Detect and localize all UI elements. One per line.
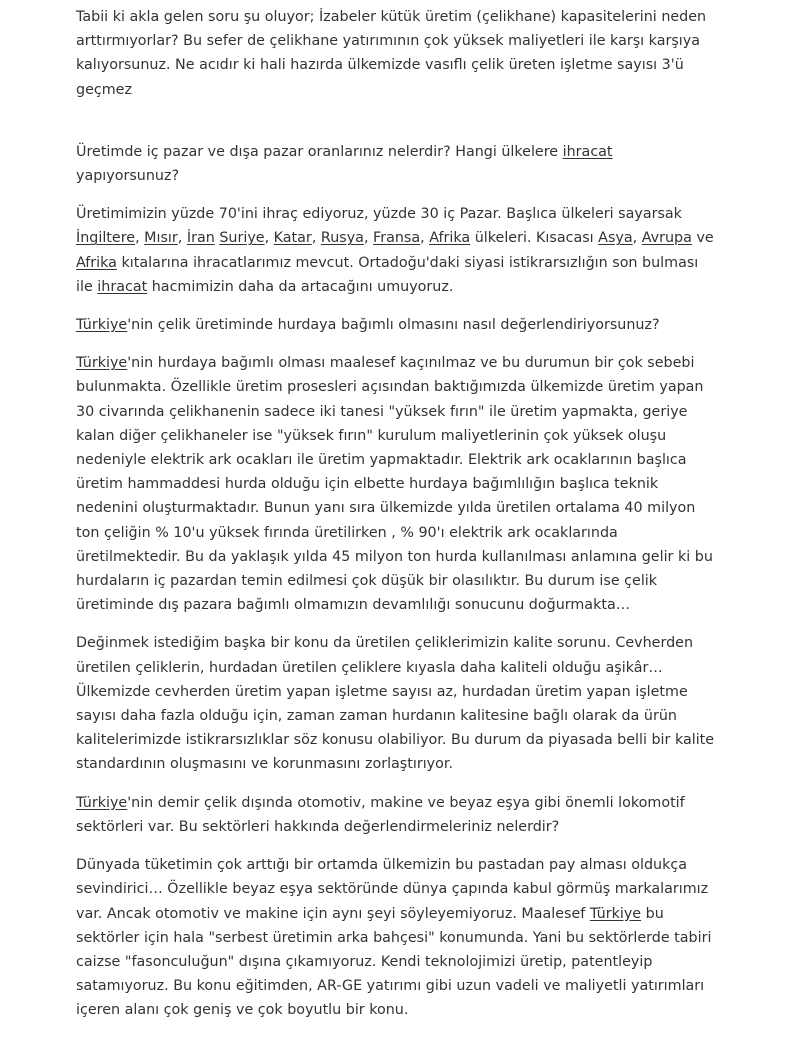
inline-link[interactable]: ihracat: [562, 143, 613, 160]
question-paragraph: [76, 140, 716, 188]
text-run: Değinmek istediğim başka bir konu da üretilen çeliklerimizin kalite sorunu. Cevherden üretilen çeliklerin, hurdadan üretilen çeliklere kıyasla daha kaliteli olduğu aşikâr… Ülkemizde cevherden üretim yapan işletme sayısı az, hurdadan üretim yapan işletme sayısı daha fazla olduğu için, zaman zaman hurdanın kalitesine bağlı olarak da ürün kalitelerimizde istikrarsızlıklar söz konusu olabiliyor. Bu durum da piyasada belli bir kalite standardının oluşmasını ve korunmasını zorlaştırıyor.: [76, 635, 715, 773]
text-run: ülkeleri. Kısacası: [470, 230, 599, 247]
inline-link[interactable]: Rusya: [320, 230, 364, 247]
text-run: 'nin demir çelik dışında otomotiv, makine ve beyaz eşya gibi önemli lokomotif sektörleri var. Bu sektörleri hakkında değerlendirmeleriniz nelerdir?: [76, 794, 685, 835]
inline-link[interactable]: İngiltere: [76, 230, 136, 247]
question-paragraph: [76, 791, 716, 839]
inline-link[interactable]: Suriye: [219, 230, 265, 247]
text-run: ,: [420, 230, 430, 247]
inline-link[interactable]: Türkiye: [589, 905, 642, 922]
inline-link[interactable]: Afrika: [76, 254, 117, 271]
text-run: ,: [632, 230, 642, 247]
inline-link[interactable]: Asya: [598, 230, 633, 247]
text-run: Üretimde iç pazar ve dışa pazar oranlarınız nelerdir? Hangi ülkelere: [76, 143, 563, 160]
inline-link[interactable]: Avrupa: [641, 230, 692, 247]
text-run: ,: [177, 230, 187, 247]
text-run: Tabii ki akla gelen soru şu oluyor; İzabeler kütük üretim (çelikhane) kapasitelerini neden arttırmıyorlar? Bu sefer de çelikhane yatırımının çok yüksek maliyetleri ile karşı karşıya kalıyorsunuz. Ne acıdır ki hali hazırda ülkemizde vasıflı çelik üreten işletme sayısı 3'ü geçmez: [76, 9, 707, 98]
text-run: Üretimimizin yüzde 70'ini ihraç ediyoruz, yüzde 30 iç Pazar. Başlıca ülkeleri sayarsak: [76, 206, 682, 223]
answer-paragraph: [76, 351, 716, 617]
inline-link[interactable]: Afrika: [429, 230, 471, 247]
text-run: 'nin çelik üretiminde hurdaya bağımlı olmasını nasıl değerlendiriyorsunuz?: [127, 317, 660, 334]
inline-link[interactable]: İran: [186, 230, 215, 247]
answer-paragraph: [76, 5, 716, 102]
text-run: ,: [264, 230, 274, 247]
text-run: ve: [691, 230, 714, 247]
inline-link[interactable]: Türkiye: [76, 794, 128, 811]
text-run: bu sektörler için hala "serbest üretimin arka bahçesi" konumunda. Yani bu sektörlerde tabiri caizse "fasonculuğun" dışına çıkamıyoruz. Kendi teknolojimizi üretip, patentleyip satamıyoruz. Bu konu eğitimden, AR-GE yatırımı gibi uzun vadeli ve maliyetli yatırımları içeren alanı çok geniş ve çok boyutlu bir konu.: [76, 905, 712, 1019]
text-run: 'nin hurdaya bağımlı olması maalesef kaçınılmaz ve bu durumun bir çok sebebi bulunmakta. Özellikle üretim prosesleri açısından baktığımızda ülkemizde üretim yapan 30 civarında çelikhanenin sadece iki tanesi "yüksek fırın" ile üretim yapmakta, geriye kalan diğer çelikhaneler ise "yüksek fırın" kurulum maliyetlerinin çok yüksek oluşu nedeniyle elektrik ark ocakları ile üretim yapmaktadır. Elektrik ark ocaklarının başlıca üretim hammaddesi hurda olduğu için elbette hurdaya bağımlılığın başlıca teknik nedenini oluşturmaktadır. Bunun yanı sıra ülkemizde yılda üretilen ortalama 40 milyon ton çeliğin % 10'u yüksek fırında üretilirken , % 90'ı elektrik ark ocaklarında üretilmektedir. Bu da yaklaşık yılda 45 milyon ton hurda kullanılması anlamına gelir ki bu hurdaların iç pazardan temin edilmesi çok düşük bir olasılıktır. Bu durum ise çelik üretiminde dış pazara bağımlı olmamızın devamlılığı sonucunu doğurmakta…: [76, 355, 713, 614]
inline-link[interactable]: Türkiye: [76, 355, 128, 372]
answer-paragraph: [76, 202, 716, 299]
text-run: yapıyorsunuz?: [76, 168, 180, 185]
inline-link[interactable]: Katar: [273, 230, 312, 247]
answer-paragraph: [76, 853, 716, 1022]
text-run: ,: [363, 230, 374, 247]
text-run: Dünyada tüketimin çok arttığı bir ortamda ülkemizin bu pastadan pay alması oldukça sevindirici… Özellikle beyaz eşya sektöründe dünya çapında kabul görmüş markalarımız var. Ancak otomotiv ve makine için aynı şeyi söyleyemiyoruz. Maalesef: [76, 857, 709, 922]
text-run: ,: [311, 230, 321, 247]
inline-link[interactable]: Türkiye: [76, 317, 128, 334]
text-run: hacmimizin daha da artacağını umuyoruz.: [147, 278, 454, 295]
answer-paragraph: [76, 631, 716, 776]
text-run: kıtalarına ihracatlarımız mevcut. Ortadoğu'daki siyasi istikrarsızlığın son bulması ile: [76, 254, 699, 295]
inline-link[interactable]: Fransa: [373, 230, 421, 247]
inline-link[interactable]: ihracat: [97, 278, 148, 295]
article-body: [76, 5, 716, 1037]
question-paragraph: [76, 313, 716, 337]
inline-link[interactable]: Mısır: [144, 230, 178, 247]
text-run: ,: [135, 230, 145, 247]
